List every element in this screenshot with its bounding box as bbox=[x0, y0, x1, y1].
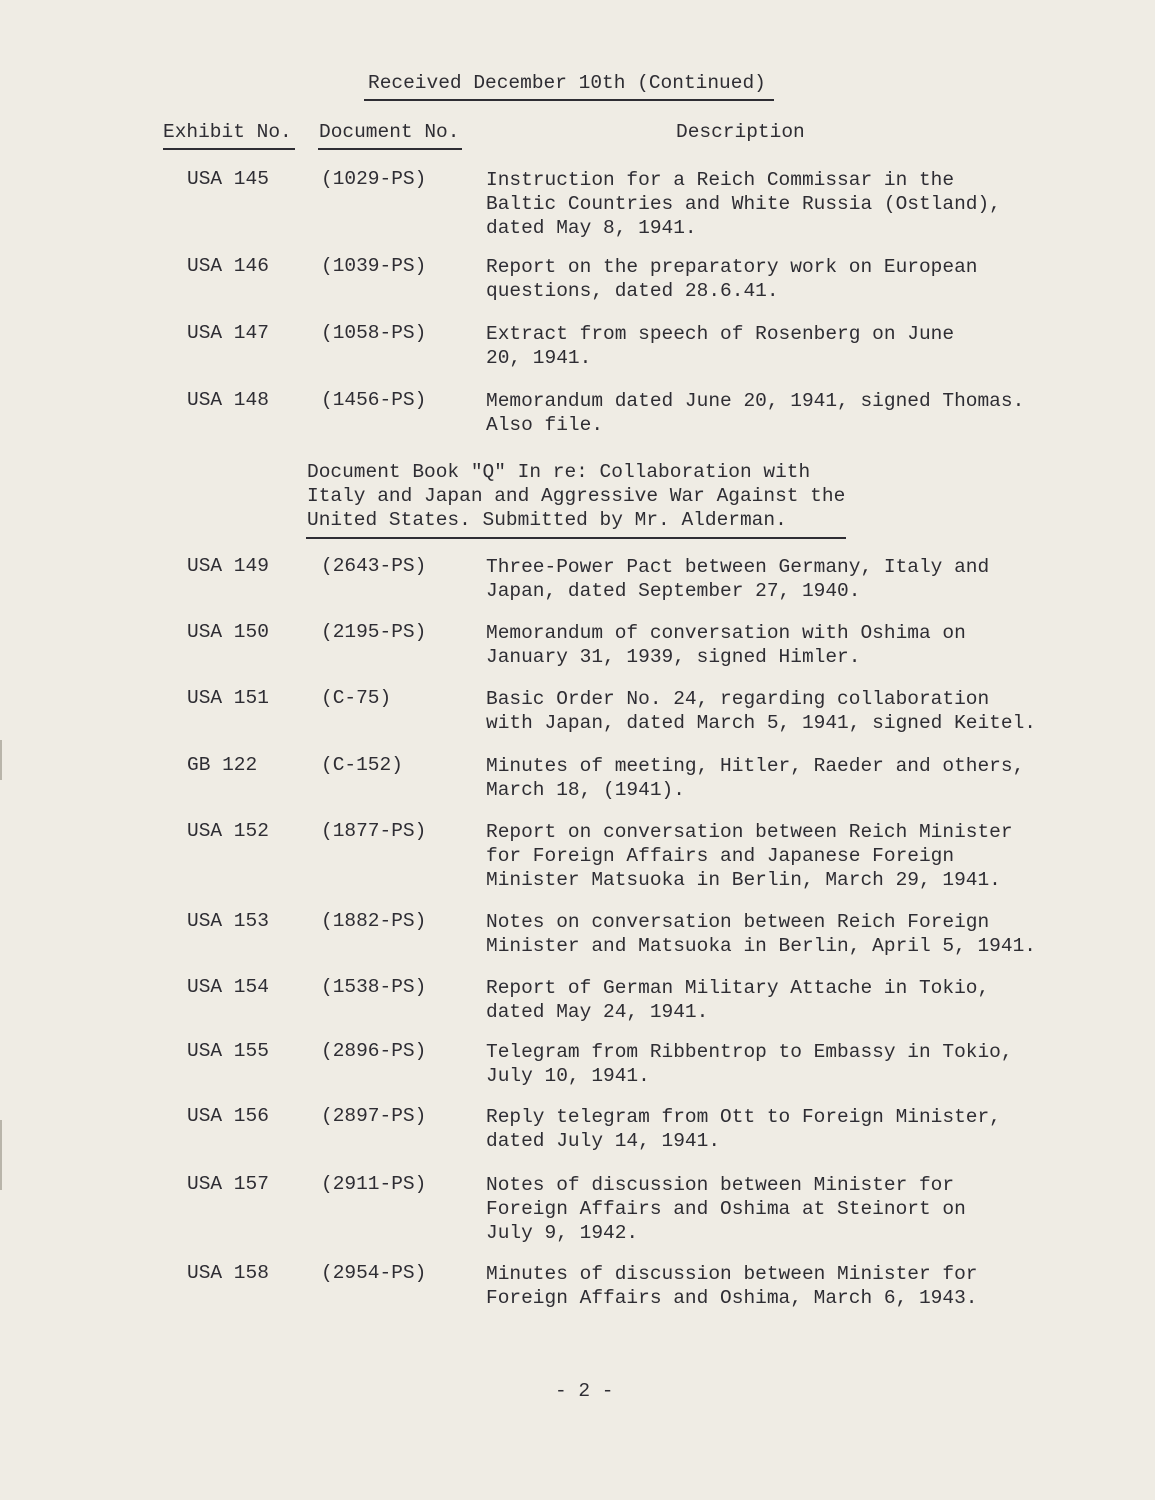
document-number: (2911-PS) bbox=[321, 1173, 427, 1195]
section-underline bbox=[306, 537, 846, 539]
exhibit-number: USA 147 bbox=[187, 322, 269, 344]
description: Telegram from Ribbentrop to Embassy in Tokio, July 10, 1941. bbox=[486, 1041, 1013, 1087]
column-header-document: Document No. bbox=[319, 121, 460, 143]
document-number: (1029-PS) bbox=[321, 168, 427, 190]
document-number: (1039-PS) bbox=[321, 255, 427, 277]
column-underline-document bbox=[318, 148, 462, 150]
description: Reply telegram from Ott to Foreign Minister, dated July 14, 1941. bbox=[486, 1106, 1001, 1152]
description: Minutes of meeting, Hitler, Raeder and others, March 18, (1941). bbox=[486, 755, 1025, 801]
description: Extract from speech of Rosenberg on June 20, 1941. bbox=[486, 323, 955, 369]
exhibit-number: USA 145 bbox=[187, 168, 269, 190]
exhibit-number: USA 155 bbox=[187, 1040, 269, 1062]
exhibit-number: USA 146 bbox=[187, 255, 269, 277]
exhibit-number: USA 149 bbox=[187, 555, 269, 577]
document-number: (1058-PS) bbox=[321, 322, 427, 344]
exhibit-number: USA 153 bbox=[187, 910, 269, 932]
document-number: (1538-PS) bbox=[321, 976, 427, 998]
exhibit-number: USA 151 bbox=[187, 687, 269, 709]
description: Report on conversation between Reich Minister for Foreign Affairs and Japanese Foreign Minister Matsuoka in Berlin, March 29, 1941. bbox=[486, 821, 1013, 891]
description: Three-Power Pact between Germany, Italy and Japan, dated September 27, 1940. bbox=[486, 556, 990, 602]
description: Basic Order No. 24, regarding collaboration with Japan, dated March 5, 1941, signed Keitel. bbox=[486, 688, 1036, 734]
document-number: (C-75) bbox=[321, 687, 392, 709]
document-number: (1456-PS) bbox=[321, 389, 427, 411]
description: Memorandum dated June 20, 1941, signed Thomas. Also file. bbox=[486, 390, 1025, 436]
description: Memorandum of conversation with Oshima on January 31, 1939, signed Himler. bbox=[486, 622, 966, 668]
document-number: (1877-PS) bbox=[321, 820, 427, 842]
edge-mark bbox=[0, 740, 2, 780]
heading-underline bbox=[364, 99, 774, 101]
column-header-exhibit: Exhibit No. bbox=[163, 121, 292, 143]
exhibit-number: USA 148 bbox=[187, 389, 269, 411]
column-header-description: Description bbox=[676, 121, 805, 143]
document-number: (2195-PS) bbox=[321, 621, 427, 643]
description: Instruction for a Reich Commissar in the Baltic Countries and White Russia (Ostland), dated May 8, 1941. bbox=[486, 169, 1001, 239]
document-number: (2897-PS) bbox=[321, 1105, 427, 1127]
description: Notes of discussion between Minister for Foreign Affairs and Oshima at Steinort on July 9, 1942. bbox=[486, 1174, 966, 1244]
description: Report on the preparatory work on European questions, dated 28.6.41. bbox=[486, 256, 978, 302]
document-number: (2896-PS) bbox=[321, 1040, 427, 1062]
description: Notes on conversation between Reich Foreign Minister and Matsuoka in Berlin, April 5, 1941. bbox=[486, 911, 1036, 957]
description: Report of German Military Attache in Tokio, dated May 24, 1941. bbox=[486, 977, 990, 1023]
exhibit-number: USA 156 bbox=[187, 1105, 269, 1127]
document-number: (1882-PS) bbox=[321, 910, 427, 932]
description: Minutes of discussion between Minister for Foreign Affairs and Oshima, March 6, 1943. bbox=[486, 1263, 978, 1309]
section-note: Document Book "Q" In re: Collaboration with Italy and Japan and Aggressive War Against the United States. Submitted by Mr. Alderman. bbox=[307, 461, 846, 531]
column-underline-exhibit bbox=[163, 148, 295, 150]
exhibit-number: USA 157 bbox=[187, 1173, 269, 1195]
document-number: (2643-PS) bbox=[321, 555, 427, 577]
document-number: (2954-PS) bbox=[321, 1262, 427, 1284]
document-number: (C-152) bbox=[321, 754, 403, 776]
exhibit-number: USA 158 bbox=[187, 1262, 269, 1284]
exhibit-number: USA 154 bbox=[187, 976, 269, 998]
exhibit-number: USA 152 bbox=[187, 820, 269, 842]
exhibit-number: USA 150 bbox=[187, 621, 269, 643]
exhibit-number: GB 122 bbox=[187, 754, 258, 776]
edge-mark bbox=[0, 1120, 2, 1190]
page-heading: Received December 10th (Continued) bbox=[368, 72, 766, 94]
page-number: - 2 - bbox=[555, 1380, 614, 1402]
